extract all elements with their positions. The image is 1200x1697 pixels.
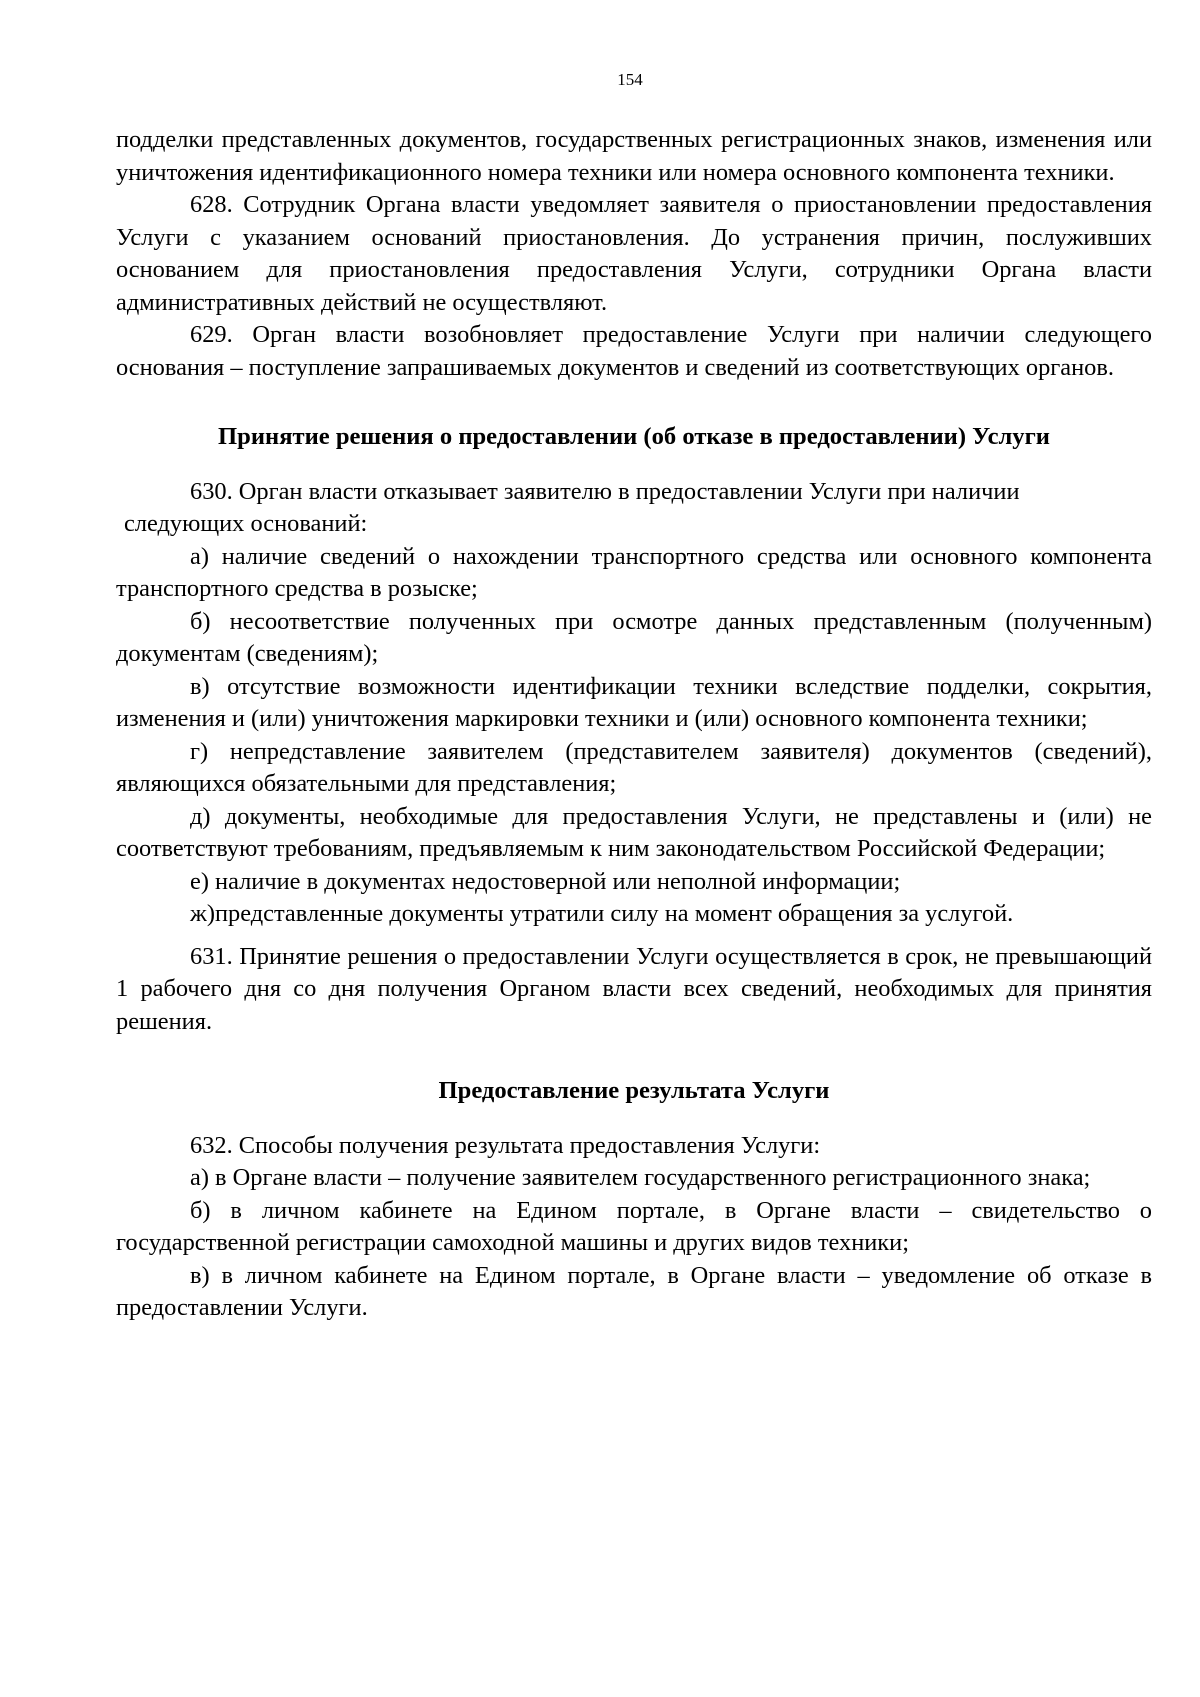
spacer	[116, 454, 1152, 476]
document-body	[116, 124, 1152, 1325]
section-heading-decision: Принятие решения о предоставлении (об отказе в предоставлении) Услуги	[218, 423, 1050, 450]
result-item-a: а) в Органе власти – получение заявителем государственного регистрационного знака;	[190, 1164, 1091, 1191]
list-item-d: д) документы, необходимые для предоставления Услуги, не представлены и (или) не соответствуют требованиям, предъявляемым к ним законодательством Российской Федерации;	[116, 802, 1152, 862]
list-item-b: б) несоответствие полученных при осмотре данных представленным (полученным) документам (сведениям);	[116, 607, 1152, 667]
paragraph-630	[116, 476, 1152, 541]
result-item-v: в) в личном кабинете на Едином портале, в Органе власти – уведомление об отказе в предоставлении Услуги.	[116, 1261, 1152, 1321]
paragraph-629: 629. Орган власти возобновляет предоставление Услуги при наличии следующего основания – поступление запрашиваемых документов и сведений из соответствующих органов.	[116, 321, 1152, 381]
list-item-a: а) наличие сведений о нахождении транспортного средства или основного компонента транспортного средства в розыске;	[116, 542, 1152, 602]
list-item-v: в) отсутствие возможности идентификации техники вследствие подделки, сокрытия, изменения и (или) уничтожения маркировки техники и (или) основного компонента техники;	[116, 672, 1152, 732]
page-number: 154	[617, 70, 643, 89]
paragraph-630-line2: следующих оснований:	[124, 510, 368, 537]
result-item-b: б) в личном кабинете на Едином портале, в Органе власти – свидетельство о государственной регистрации самоходной машины и других видов техники;	[116, 1196, 1152, 1256]
paragraph-632: 632. Способы получения результата предоставления Услуги:	[190, 1131, 821, 1159]
spacer	[116, 1038, 1152, 1075]
list-item-g: г) непредставление заявителем (представителем заявителя) документов (сведений), являющихся обязательными для представления;	[116, 737, 1152, 797]
spacer	[116, 931, 1152, 941]
paragraph-631: 631. Принятие решения о предоставлении Услуги осуществляется в срок, не превышающий 1 рабочего дня со дня получения Органом власти всех сведений, необходимых для принятия решения.	[116, 942, 1152, 1035]
spacer	[116, 384, 1152, 421]
paragraph-continuation: подделки представленных документов, государственных регистрационных знаков, изменения или уничтожения идентификационного номера техники или номера основного компонента техники.	[116, 126, 1152, 186]
paragraph-630-line1: 630. Орган власти отказывает заявителю в предоставлении Услуги при наличии	[190, 477, 1020, 505]
list-item-e: е) наличие в документах недостоверной или неполной информации;	[190, 867, 901, 895]
paragraph-628: 628. Сотрудник Органа власти уведомляет заявителя о приостановлении предоставления Услуги с указанием оснований приостановления. До устранения причин, послуживших основанием для приостановления предоставления Услуги, сотрудники Органа власти административных действий не осуществляют.	[116, 191, 1152, 316]
list-item-zh: ж)представленные документы утратили силу на момент обращения за услугой.	[190, 900, 1014, 927]
section-heading-result: Предоставление результата Услуги	[438, 1077, 830, 1104]
spacer	[116, 1108, 1152, 1130]
